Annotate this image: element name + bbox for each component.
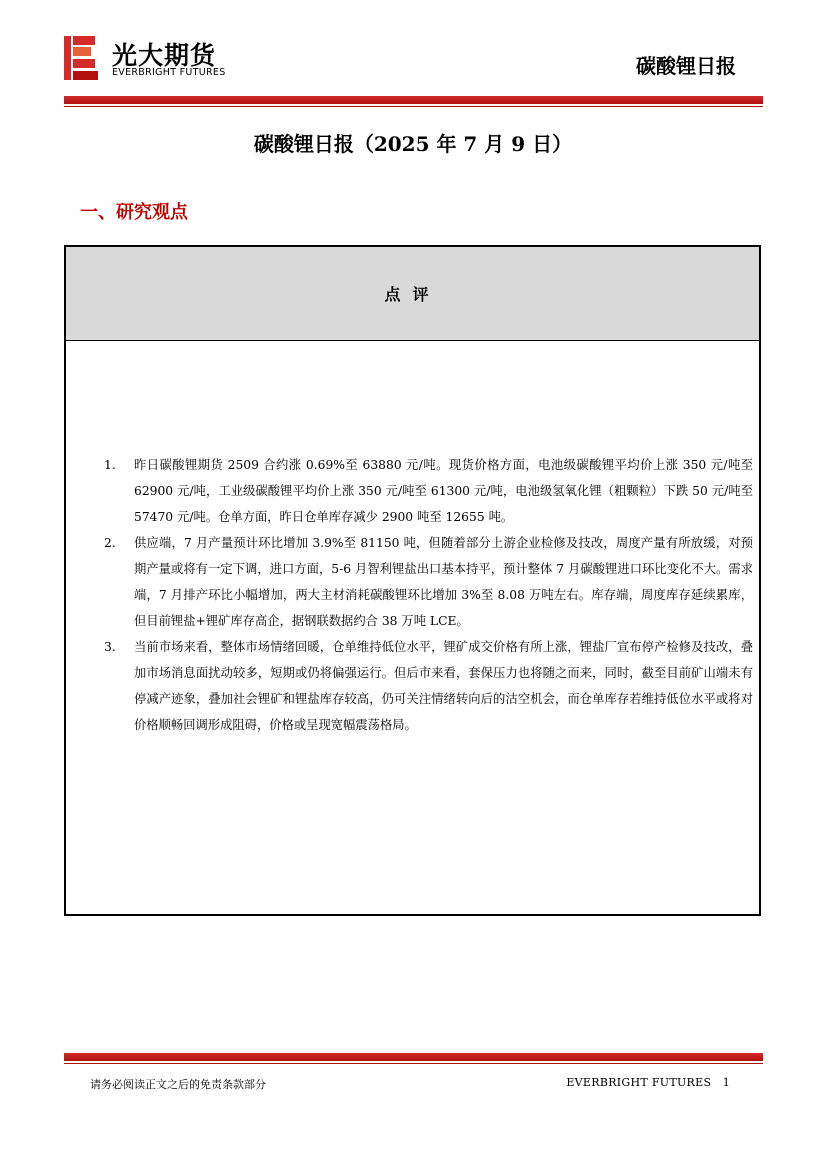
list-item — [66, 634, 759, 738]
page-number: 1 — [722, 1076, 730, 1089]
logo-english-name: EVERBRIGHT FUTURES — [112, 67, 226, 78]
header-report-name: 碳酸锂日报 — [636, 54, 736, 78]
list-item-text: 当前市场来看，整体市场情绪回暖，仓单维持低位水平，锂矿成交价格有所上涨，锂盐厂宣布停产检修及技改，叠加市场消息面扰动较多，短期或仍将偏强运行。但后市来看，套保压力也将随之而来，同时，截至目前矿山端未有停减产迹象，叠加社会锂矿和锂盐库存较高，仍可关注情绪转向后的沽空机会，而仓单库存若维持低位水平或将对价格顺畅回调形成阻碍，价格或呈现宽幅震荡格局。 — [134, 640, 753, 732]
list-item-text: 供应端，7 月产量预计环比增加 3.9%至 81150 吨，但随着部分上游企业检修及技改，周度产量有所放缓，对预期产量或将有一定下调，进口方面，5-6 月智利锂盐出口基本持平，预计整体 7 月碳酸锂进口环比变化不大。需求端，7 月排产环比小幅增加，两大主材消耗碳酸锂环比增加 3%至 8.08 万吨左右。库存端，周度库存延续累库，但目前锂盐+锂矿库存高企，据钢联数据约合 38 万吨 LCE。 — [134, 536, 753, 628]
footer-disclaimer: 请务必阅读正文之后的免责条款部分 — [90, 1078, 266, 1091]
footer-company: EVERBRIGHT FUTURES — [566, 1076, 712, 1089]
footer-company-page — [566, 1076, 730, 1089]
commentary-list — [66, 452, 759, 738]
list-item-number: 3. — [104, 640, 116, 654]
header-divider-line — [64, 106, 763, 107]
header-divider — [64, 96, 763, 104]
footer-divider — [64, 1053, 763, 1061]
logo-chinese-name: 光大期货 — [112, 41, 217, 70]
list-item — [66, 530, 759, 634]
commentary-heading: 点评 — [66, 247, 759, 341]
commentary-box — [64, 245, 761, 916]
everbright-logo-icon — [64, 36, 98, 80]
company-logo — [64, 36, 264, 84]
section-title: 一、研究观点 — [80, 202, 188, 223]
list-item-number: 1. — [104, 458, 116, 472]
list-item-number: 2. — [104, 536, 116, 550]
list-item-text: 昨日碳酸锂期货 2509 合约涨 0.69%至 63880 元/吨。现货价格方面，电池级碳酸锂平均价上涨 350 元/吨至 62900 元/吨，工业级碳酸锂平均价上涨 350 元/吨至 61300 元/吨，电池级氢氧化锂（粗颗粒）下跌 50 元/吨至 57470 元/吨。仓单方面，昨日仓单库存减少 2900 吨至 12655 吨。 — [134, 458, 753, 524]
footer-divider-line — [64, 1063, 763, 1064]
list-item — [66, 452, 759, 530]
document-title: 碳酸锂日报（2025 年 7 月 9 日） — [253, 132, 573, 156]
